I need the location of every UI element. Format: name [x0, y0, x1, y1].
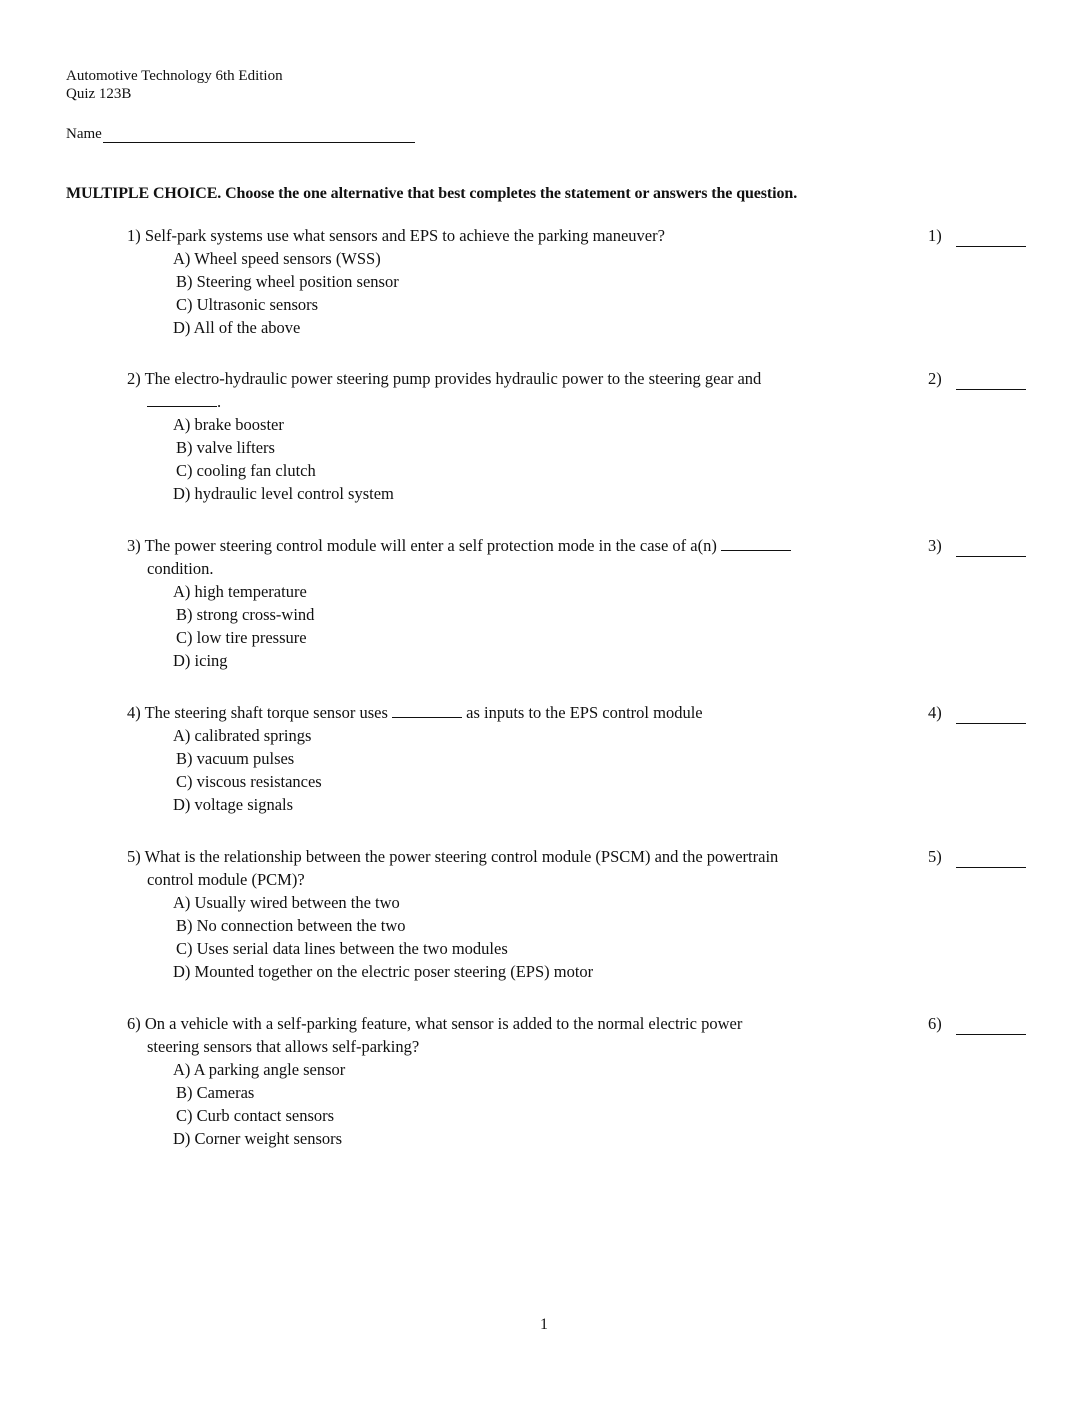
answer-number: 4)	[928, 703, 942, 722]
name-field[interactable]	[103, 125, 415, 143]
answer-slot	[928, 1012, 1026, 1035]
fill-in-blank	[392, 703, 462, 718]
answer-slot	[928, 701, 1026, 724]
question-4	[127, 701, 1027, 816]
answer-number: 5)	[928, 847, 942, 866]
option-b[interactable]: B) strong cross-wind	[176, 605, 315, 624]
option-d[interactable]: D) Corner weight sensors	[173, 1129, 343, 1148]
answer-blank[interactable]	[956, 850, 1026, 868]
question-stem: 1) Self-park systems use what sensors and EPS to achieve the parking maneuver?	[127, 226, 665, 245]
options-list	[127, 724, 1027, 816]
answer-slot	[928, 367, 1026, 390]
answer-blank[interactable]	[956, 539, 1026, 557]
answer-slot	[928, 845, 1026, 868]
question-stem-continued: condition.	[147, 559, 214, 578]
question-6	[127, 1012, 1027, 1150]
option-c[interactable]: C) viscous resistances	[176, 772, 322, 791]
option-a[interactable]: A) calibrated springs	[173, 726, 312, 745]
option-d[interactable]: D) icing	[173, 651, 228, 670]
option-c[interactable]: C) cooling fan clutch	[176, 461, 316, 480]
quiz-id: Quiz 123B	[66, 86, 132, 102]
option-b[interactable]: B) Cameras	[176, 1083, 255, 1102]
book-title: Automotive Technology 6th Edition	[66, 68, 283, 84]
options-list	[127, 891, 1027, 983]
fill-in-blank	[721, 536, 791, 551]
answer-number: 1)	[928, 226, 942, 245]
instructions: MULTIPLE CHOICE. Choose the one alternative that best completes the statement or answers the question.	[66, 185, 798, 202]
answer-slot	[928, 534, 1026, 557]
answer-blank[interactable]	[956, 229, 1026, 247]
answer-blank[interactable]	[956, 706, 1026, 724]
option-a[interactable]: A) high temperature	[173, 582, 307, 601]
option-c[interactable]: C) low tire pressure	[176, 628, 307, 647]
options-list	[127, 247, 1027, 339]
question-stem-continued	[127, 390, 907, 413]
option-a[interactable]: A) A parking angle sensor	[173, 1060, 346, 1079]
option-c[interactable]: C) Uses serial data lines between the two modules	[176, 939, 508, 958]
question-stem-continued: control module (PCM)?	[147, 870, 305, 889]
option-d[interactable]: D) Mounted together on the electric poser steering (EPS) motor	[173, 962, 594, 981]
question-stem-continued: steering sensors that allows self-parking?	[147, 1037, 420, 1056]
stem-period: .	[217, 392, 222, 411]
answer-slot	[928, 224, 1026, 247]
option-b[interactable]: B) Steering wheel position sensor	[176, 272, 399, 291]
question-stem: 3) The power steering control module will enter a self protection mode in the case of a(n)	[127, 536, 717, 555]
question-1	[127, 224, 1027, 339]
fill-in-blank	[147, 392, 217, 407]
question-2	[127, 367, 1027, 505]
question-stem-end: as inputs to the EPS control module	[466, 703, 703, 722]
answer-number: 3)	[928, 536, 942, 555]
options-list	[127, 1058, 1027, 1150]
answer-blank[interactable]	[956, 372, 1026, 390]
answer-blank[interactable]	[956, 1017, 1026, 1035]
question-5	[127, 845, 1027, 983]
option-d[interactable]: D) voltage signals	[173, 795, 294, 814]
option-d[interactable]: D) All of the above	[173, 318, 301, 337]
option-c[interactable]: C) Curb contact sensors	[176, 1106, 335, 1125]
question-3	[127, 534, 1027, 672]
option-d[interactable]: D) hydraulic level control system	[173, 484, 394, 503]
question-stem: 4) The steering shaft torque sensor uses	[127, 703, 388, 722]
options-list	[127, 413, 1027, 505]
name-label: Name	[66, 126, 102, 142]
question-stem: 6) On a vehicle with a self-parking feature, what sensor is added to the normal electric power	[127, 1014, 743, 1033]
option-b[interactable]: B) vacuum pulses	[176, 749, 295, 768]
option-a[interactable]: A) brake booster	[173, 415, 284, 434]
question-stem: 2) The electro-hydraulic power steering pump provides hydraulic power to the steering gear and	[127, 369, 762, 388]
question-stem: 5) What is the relationship between the power steering control module (PSCM) and the powertrain	[127, 847, 779, 866]
option-b[interactable]: B) No connection between the two	[176, 916, 406, 935]
option-b[interactable]: B) valve lifters	[176, 438, 275, 457]
option-a[interactable]: A) Wheel speed sensors (WSS)	[173, 249, 381, 268]
name-row	[66, 125, 415, 143]
options-list	[127, 580, 1027, 672]
quiz-header	[66, 67, 283, 103]
answer-number: 6)	[928, 1014, 942, 1033]
option-a[interactable]: A) Usually wired between the two	[173, 893, 400, 912]
page-number: 1	[540, 1316, 548, 1333]
option-c[interactable]: C) Ultrasonic sensors	[176, 295, 319, 314]
answer-number: 2)	[928, 369, 942, 388]
